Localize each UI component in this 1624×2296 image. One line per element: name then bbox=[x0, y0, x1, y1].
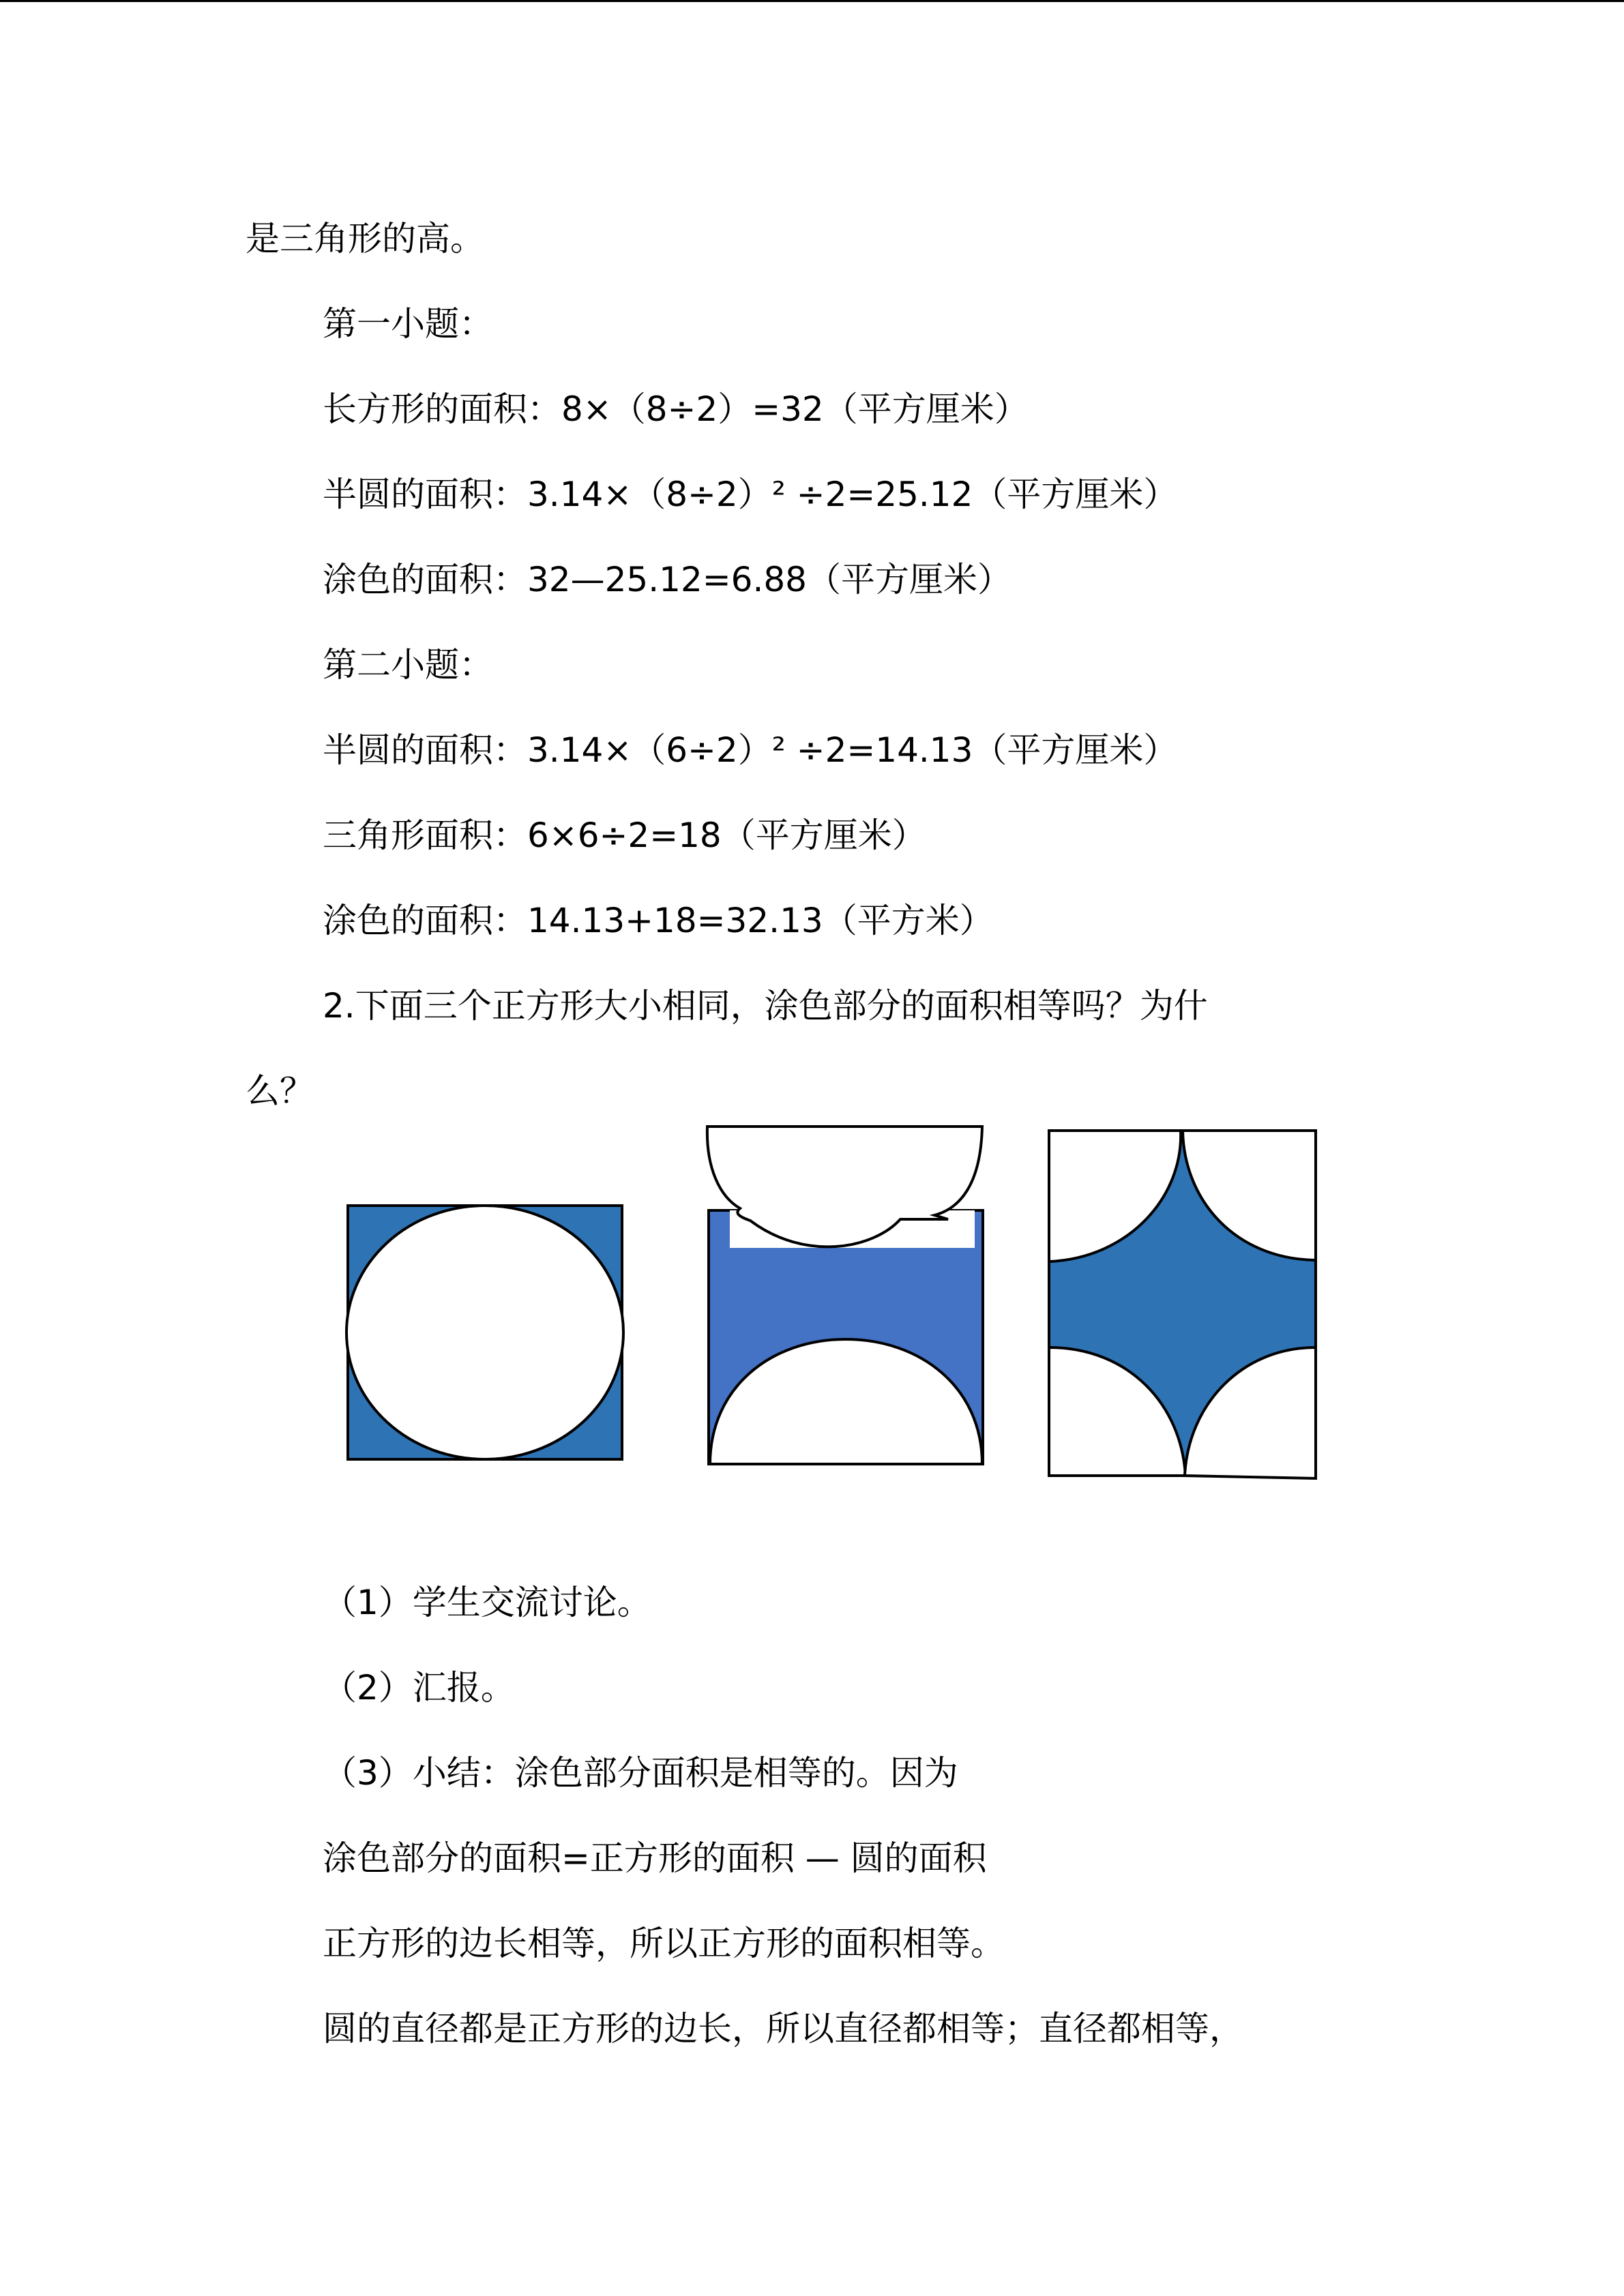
question-2-continuation: 么？ bbox=[246, 1071, 314, 1111]
step-2-line: （2）汇报。 bbox=[323, 1668, 515, 1708]
step-3-line: （3）小结：涂色部分面积是相等的。因为 bbox=[323, 1753, 958, 1793]
triangle-area-line: 三角形面积：6×6÷2=18（平方厘米） bbox=[323, 816, 926, 855]
subheading-problem-2: 第二小题： bbox=[323, 645, 493, 685]
shaded-area-line-1: 涂色的面积：32—25.12=6.88（平方厘米） bbox=[323, 560, 1012, 599]
question-2-line: 2.下面三个正方形大小相同，涂色部分的面积相等吗？为什 bbox=[323, 986, 1208, 1026]
semicircle-area-line-2: 半圆的面积：3.14×（6÷2）² ÷2=14.13（平方厘米） bbox=[323, 730, 1178, 770]
reason-line-2: 圆的直径都是正方形的边长，所以直径都相等；直径都相等， bbox=[323, 2009, 1243, 2048]
reason-line-1: 正方形的边长相等，所以正方形的面积相等。 bbox=[323, 1924, 1005, 1963]
formula-line: 涂色部分的面积=正方形的面积 — 圆的面积 bbox=[323, 1838, 987, 1878]
square-with-circle bbox=[346, 1206, 623, 1459]
shaded-area-line-2: 涂色的面积：14.13+18=32.13（平方米） bbox=[323, 901, 994, 940]
square-with-quarter-circles bbox=[1049, 1131, 1316, 1478]
rectangle-area-line: 长方形的面积：8×（8÷2）=32（平方厘米） bbox=[323, 389, 1029, 429]
square-with-semicircles bbox=[707, 1127, 983, 1464]
semicircle-area-line-1: 半圆的面积：3.14×（8÷2）² ÷2=25.12（平方厘米） bbox=[323, 475, 1178, 514]
subheading-problem-1: 第一小题： bbox=[323, 304, 493, 344]
text-line-1: 是三角形的高。 bbox=[246, 219, 484, 258]
step-1-line: （1）学生交流讨论。 bbox=[323, 1583, 651, 1622]
